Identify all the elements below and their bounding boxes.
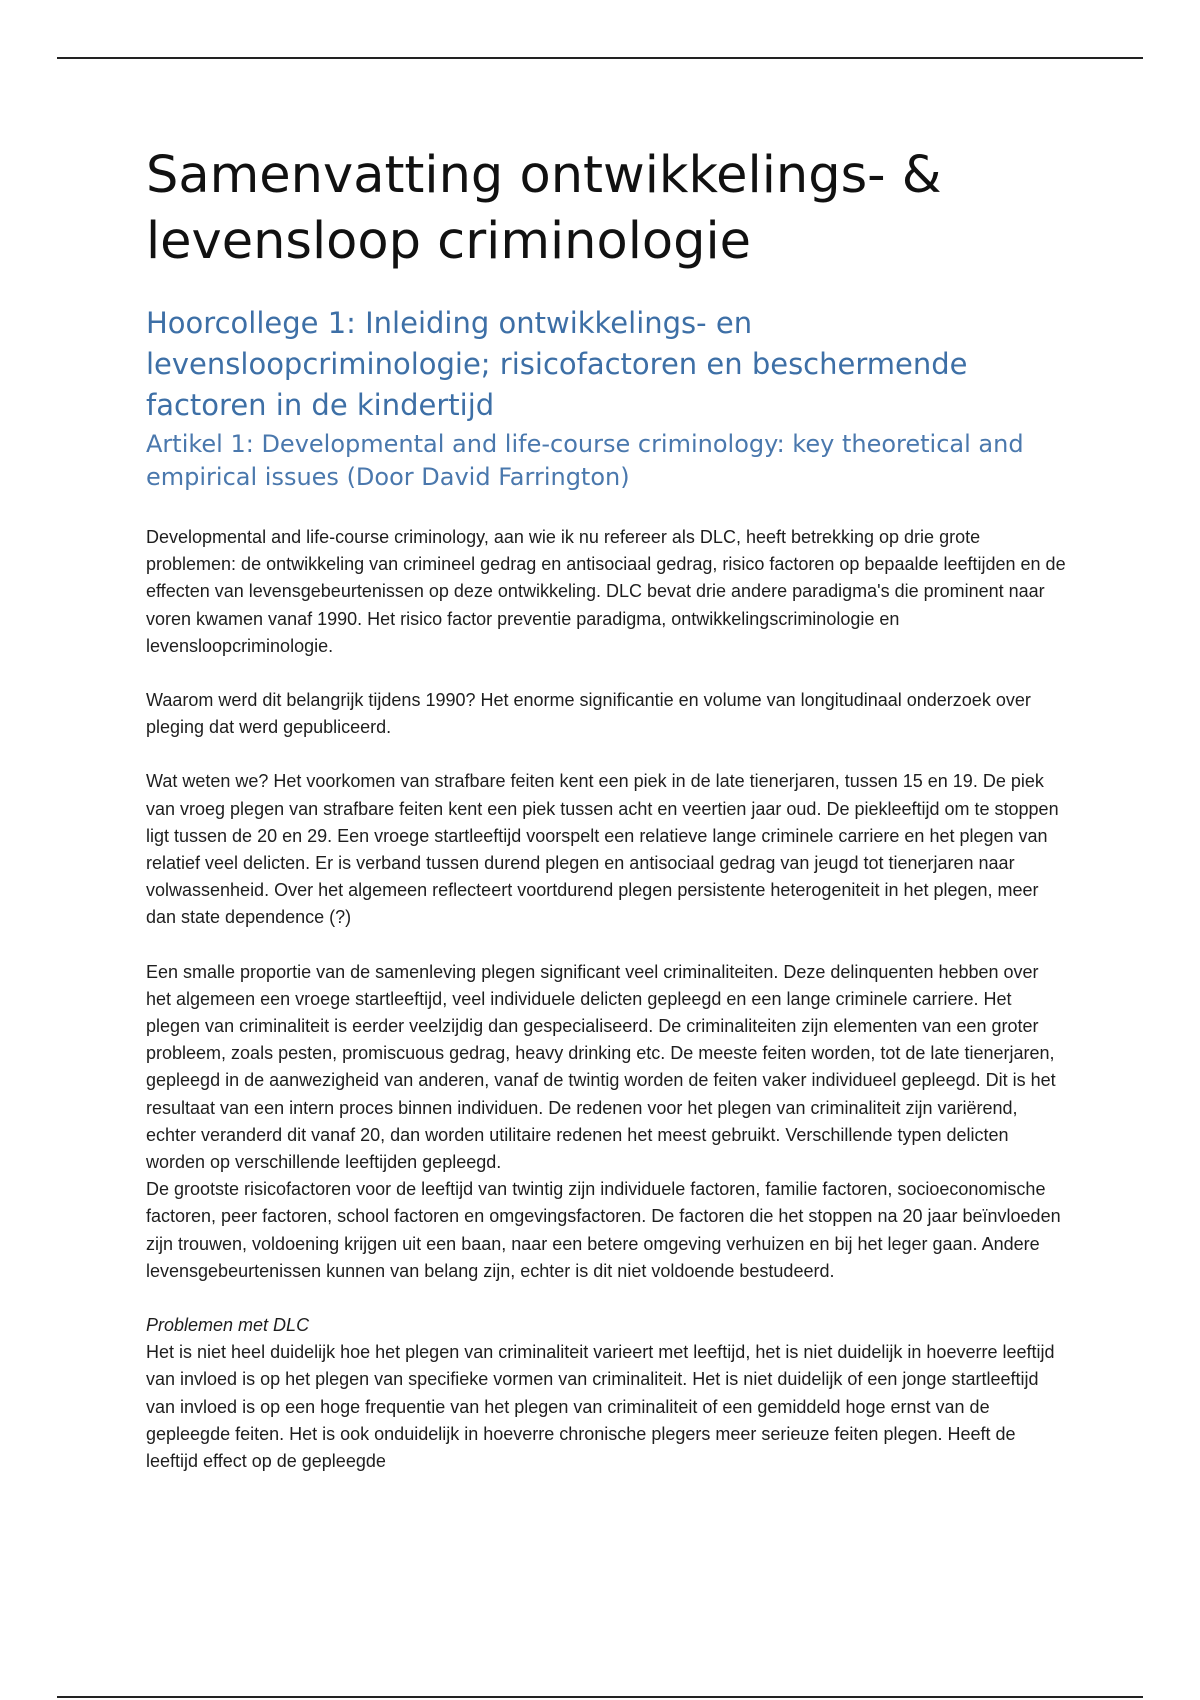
document-body xyxy=(146,524,1066,1475)
paragraph: Het is niet heel duidelijk hoe het plegen van criminaliteit varieert met leeftijd, het is niet duidelijk in hoeverre leeftijd van invloed is op het plegen van specifieke vormen van criminaliteit. Het is niet duidelijk of een jonge startleeftijd van invloed is op een hoge frequentie van het plegen van criminaliteit of een gemiddeld hoge ernst van de gepleegde feiten. Het is ook onduidelijk in hoeverre chronische plegers meer serieuze feiten plegen. Heeft de leeftijd effect op de gepleegde xyxy=(146,1342,1055,1472)
header-rule xyxy=(57,57,1143,59)
paragraph: Developmental and life-course criminology, aan wie ik nu refereer als DLC, heeft betrekking op drie grote problemen: de ontwikkeling van crimineel gedrag en antisociaal gedrag, risico factoren op bepaalde leeftijden en de effecten van levensgebeurtenissen op deze ontwikkeling. DLC bevat drie andere paradigma's die prominent naar voren kwamen vanaf 1990. Het risico factor preventie paradigma, ontwikkelingscriminologie en levensloopcriminologie. xyxy=(146,527,1066,656)
paragraph: Een smalle proportie van de samenleving plegen significant veel criminaliteiten. Deze delinquenten hebben over het algemeen een vroege startleeftijd, veel individuele delicten gepleegd en een lange criminele carriere. Het plegen van criminaliteit is eerder veelzijdig dan gespecialiseerd. De criminaliteiten zijn elementen van een groter probleem, zoals pesten, promiscuous gedrag, heavy drinking etc. De meeste feiten worden, tot de late tienerjaren, gepleegd in de aanwezigheid van anderen, vanaf de twintig worden de feiten vaker individueel gepleegd. Dit is het resultaat van een intern proces binnen individuen. De redenen voor het plegen van criminaliteit zijn variërend, echter veranderd dit vanaf 20, dan worden utilitaire redenen het meest gebruikt. Verschillende typen delicten worden op verschillende leeftijden gepleegd. xyxy=(146,961,1056,1173)
paragraph: Wat weten we? Het voorkomen van strafbare feiten kent een piek in de late tienerjaren, tussen 15 en 19. De piek van vroeg plegen van strafbare feiten kent een piek tussen acht en veertien jaar oud. De piekleeftijd om te stoppen ligt tussen de 20 en 29. Een vroege startleeftijd voorspelt een relatieve lange criminele carriere en het plegen van relatief veel delicten. Er is verband tussen durend plegen en antisociaal gedrag van jeugd tot tienerjaren naar volwassenheid. Over het algemeen reflecteert voortdurend plegen persistente heterogeniteit in het plegen, meer dan state dependence (?) xyxy=(146,771,1059,928)
footer-rule xyxy=(57,1696,1143,1698)
lecture-heading: Hoorcollege 1: Inleiding ontwikkelings- en levensloopcriminologie; risicofactoren en beschermende factoren in de kindertijd xyxy=(146,306,968,422)
document-title: Samenvatting ontwikkelings- & levensloop criminologie xyxy=(146,146,942,271)
article-heading: Artikel 1: Developmental and life-course criminology: key theoretical and empirical issues (Door David Farrington) xyxy=(146,430,1024,491)
document-page xyxy=(146,143,1066,1475)
paragraph: Waarom werd dit belangrijk tijdens 1990? Het enorme significantie en volume van longitudinaal onderzoek over pleging dat werd gepubliceerd. xyxy=(146,690,1031,738)
section-subheading: Problemen met DLC xyxy=(146,1315,310,1336)
paragraph: De grootste risicofactoren voor de leeftijd van twintig zijn individuele factoren, familie factoren, socioeconomische factoren, peer factoren, school factoren en omgevingsfactoren. De factoren die het stoppen na 20 jaar beïnvloeden zijn trouwen, voldoening krijgen uit een baan, naar een betere omgeving verhuizen en bij het leger gaan. Andere levensgebeurtenissen kunnen van belang zijn, echter is dit niet voldoende bestudeerd. xyxy=(146,1179,1061,1281)
